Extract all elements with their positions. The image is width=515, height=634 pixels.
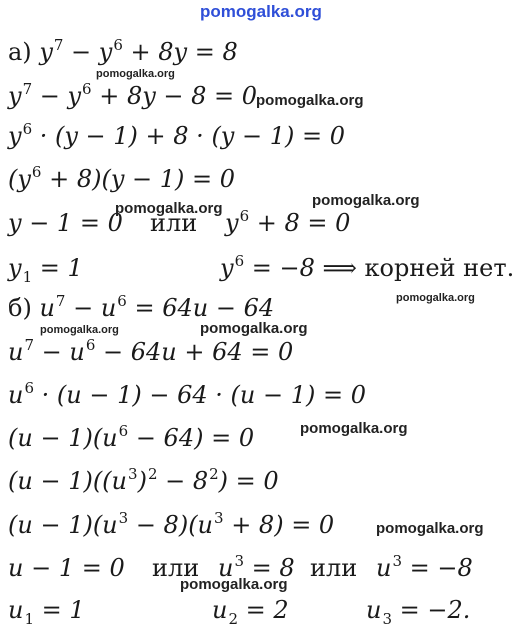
watermark: pomogalka.org xyxy=(180,576,288,593)
part-a-line-4: $(y^6 + 8)(y - 1) = 0$ xyxy=(8,163,236,193)
watermark: pomogalka.org xyxy=(40,324,119,336)
watermark: pomogalka.org xyxy=(300,420,408,437)
watermark: pomogalka.org xyxy=(256,92,364,109)
part-a-equation-1: $y^7 - y^6 + 8y = 8$ xyxy=(39,36,238,66)
part-b-line-7-b: $u^3 = 8$ xyxy=(218,552,295,582)
part-a-line-6-right xyxy=(220,254,514,285)
watermark: pomogalka.org xyxy=(96,68,175,80)
part-b-line-2: $u^7 - u^6 - 64u + 64 = 0$ xyxy=(8,336,294,366)
part-a-label: а) xyxy=(8,38,32,66)
part-a-or-word: или xyxy=(150,209,198,237)
part-a-line-6-left: $y_1 = 1$ xyxy=(8,254,83,286)
part-b-or-word-1: или xyxy=(152,554,200,582)
part-b-line-8-c: $u_3 = -2$. xyxy=(366,596,471,628)
watermark: pomogalka.org xyxy=(312,192,420,209)
part-b-line-5: $(u - 1)((u^3)^2 - 8^2) = 0$ xyxy=(8,465,279,495)
watermark-top: pomogalka.org xyxy=(200,2,322,21)
part-a-no-roots: корней нет. xyxy=(364,254,515,282)
part-a-line-1 xyxy=(8,38,238,69)
part-a-line-5-left: y − 1 = 0 xyxy=(8,209,123,237)
watermark: pomogalka.org xyxy=(376,520,484,537)
part-a-y6-eq: $y^6 = -8$ ⟹ xyxy=(220,252,365,282)
part-b-line-8-b: $u_2 = 2$ xyxy=(212,596,289,628)
part-a-line-3: $y^6 \cdot (y - 1) + 8 \cdot (y - 1) = 0$ xyxy=(8,120,345,150)
part-a-line-5-right: $y^6 + 8 = 0$ xyxy=(225,207,351,237)
part-b-line-3: $u^6 \cdot (u - 1) - 64 \cdot (u - 1) = 0$ xyxy=(8,379,366,409)
watermark: pomogalka.org xyxy=(200,320,308,337)
part-b-line-6: $(u - 1)(u^3 - 8)(u^3 + 8) = 0$ xyxy=(8,509,335,539)
part-b-line-7-a: u − 1 = 0 xyxy=(8,554,125,582)
part-b-label: б) xyxy=(8,294,32,322)
part-b-line-8-a: $u_1 = 1$ xyxy=(8,596,85,628)
watermark: pomogalka.org xyxy=(115,200,223,217)
part-b-or-word-2: или xyxy=(310,554,358,582)
part-a-line-2: $y^7 - y^6 + 8y - 8 = 0$ xyxy=(8,80,258,110)
part-b-line-4: $(u - 1)(u^6 - 64) = 0$ xyxy=(8,422,255,452)
part-b-line-7-c: $u^3 = -8$ xyxy=(376,552,473,582)
part-b-equation-1: $u^7 - u^6 = 64u - 64$ xyxy=(39,292,275,322)
watermark: pomogalka.org xyxy=(396,292,475,304)
